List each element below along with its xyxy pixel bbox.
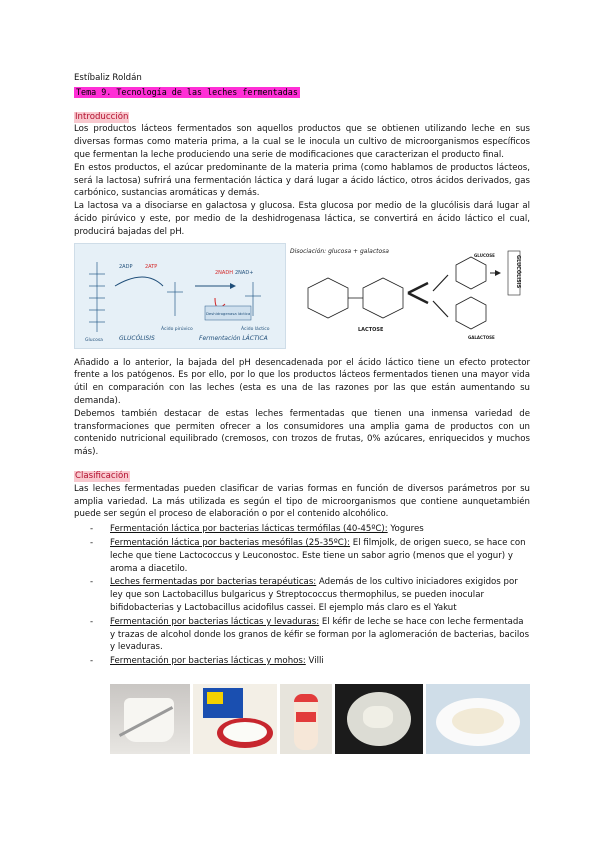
- list-item-heading: Fermentación láctica por bacterias lácticas termófilas (40-45ºC):: [110, 524, 388, 535]
- fermentation-caption: Fermentación LÁCTICA: [199, 334, 268, 342]
- product-photos: [110, 684, 530, 754]
- classification-list: [74, 523, 530, 668]
- figures-row: [74, 243, 530, 349]
- lactose-diagram: [288, 243, 532, 347]
- list-item-heading: Leches fermentadas por bacterias terapéuticas:: [110, 577, 317, 588]
- classification-heading: Clasificación: [75, 470, 129, 481]
- glucose-label: Glucosa: [85, 337, 103, 343]
- glucose-struct-label: GLUCOSE: [474, 252, 495, 258]
- list-item: [74, 523, 530, 536]
- lactose-figure: [288, 243, 532, 347]
- intro-paragraph-2: En estos productos, el azúcar predominante de la materia prima (como hablamos de productos lácteos, será la lactosa) sufrirá una fermentación láctica y dará lugar a ácido láctico, otros ácidos derivados, gas carbónico, sustancias aromáticas y demás.: [74, 162, 530, 199]
- list-dash: -: [90, 616, 94, 627]
- list-item-text: El filmjolk, de origen sueco, se hace con leche que tiene Lactococcus y Leuconostoc. Este tiene un sabor agrio (menos que el yogur) y aroma a diacetilo.: [110, 537, 526, 574]
- nadh-label: 2NADH: [215, 269, 233, 276]
- list-dash: -: [90, 524, 94, 535]
- document-page: [74, 72, 530, 669]
- list-item-heading: Fermentación por bacterias lácticas y levaduras:: [110, 616, 320, 627]
- list-item: [74, 537, 530, 575]
- glycolysis-caption: GLUCÓLISIS: [119, 334, 155, 342]
- intro-paragraph-4: Añadido a lo anterior, la bajada del pH desencadenada por el ácido láctico tiene un efecto protector frente a los patógenos. Es por ello, por lo que los productos lácteos fermentados tienen una mayor vida útil en comparación con las leches (esta es una de las razones por las que están aumentando su demanda).: [74, 357, 530, 406]
- intro-paragraph-5: Debemos también destacar de estas leches fermentadas que tienen una inmensa variedad de transformaciones que permiten ofrecer a los consumidores una amplia gama de productos con un contenido nutricional equilibrado (cremosos, con trozos de frutas, 0% azúcares, enriquecidos y muchos más).: [74, 408, 530, 458]
- nad-label: 2NAD+: [235, 269, 254, 276]
- list-item: [74, 576, 530, 614]
- atp-label: 2ADP: [119, 263, 133, 270]
- list-dash: -: [90, 656, 94, 667]
- list-item-text: Además de los cultivo iniciadores exigidos por ley que son Lactobacillus bulgaricus y Streptococcus thermophilus, se pueden inocular bifidobacterias y Lactobacillus acidofilus cassei. El ejemplo más claro es el Yakut: [110, 577, 518, 613]
- list-item-text: El kéfir de leche se hace con leche fermentada y trazas de alcohol donde los granos de kéfir se forman por la aglomeración de bacterias, bacilos y levaduras.: [110, 616, 530, 653]
- pyruvate-label: Ácido pirúvico: [161, 326, 193, 332]
- list-item-text: Villi: [305, 656, 324, 667]
- adp-label: 2ATP: [145, 263, 158, 270]
- glycolysis-diagram: [75, 244, 285, 348]
- villi-photo: [426, 684, 530, 754]
- kefir-photo: [335, 684, 423, 754]
- intro-heading: Introducción: [75, 111, 129, 122]
- yogurt-photo: [110, 684, 190, 754]
- topic-title: Tema 9. Tecnología de las leches fermentadas: [76, 86, 298, 97]
- classification-paragraph: Las leches fermentadas pueden clasificar de varias formas en función de diversos parámetros por su amplia variedad. La más utilizada es según el tipo de microorganismos que contiene aunquetambién puede ser según el proceso de elaboración o por el contenido alcohólico.: [74, 483, 530, 520]
- list-dash: -: [90, 537, 94, 548]
- list-item-heading: Fermentación por bacterias lácticas y mohos:: [110, 656, 306, 667]
- yakult-photo: [280, 684, 332, 754]
- filmjolk-photo: [193, 684, 277, 754]
- list-dash: -: [90, 577, 94, 588]
- glycolysis-figure: [74, 243, 286, 349]
- galactose-label: GALACTOSE: [468, 334, 495, 340]
- intro-paragraph-3: La lactosa va a disociarse en galactosa y glucosa. Esta glucosa por medio de la glucólisis dará lugar al ácido pirúvico y este, por medio de la deshidrogenasa láctica, se convertirá en ácido láctico el cual, producirá bajadas del pH.: [74, 201, 530, 237]
- lactose-label: LACTOSE: [358, 326, 384, 333]
- enzyme-label: Deshidrogenasa láctica: [206, 310, 251, 316]
- author-name: Estíbaliz Roldán: [74, 73, 142, 83]
- list-item: [74, 616, 530, 654]
- intro-paragraph-1: Los productos lácteos fermentados son aquellos productos que se obtienen utilizando leche en sus diversas formas como materia prima, a la cual se le inocula un cultivo de microorganismos específicos que fermentan la leche produciendo una serie de modificaciones que caracterizan el producto final.: [74, 124, 530, 160]
- list-item-text: Yogures: [387, 524, 424, 535]
- list-item: [74, 655, 530, 668]
- list-item-heading: Fermentación láctica por bacterias mesófilas (25-35ºC):: [110, 537, 351, 548]
- dissociation-title: Disociación: glucosa + galactosa: [290, 247, 389, 255]
- glycolysis-vertical-label: GLUCÓLISIS: [515, 254, 521, 288]
- lactate-label: Ácido láctico: [241, 326, 270, 332]
